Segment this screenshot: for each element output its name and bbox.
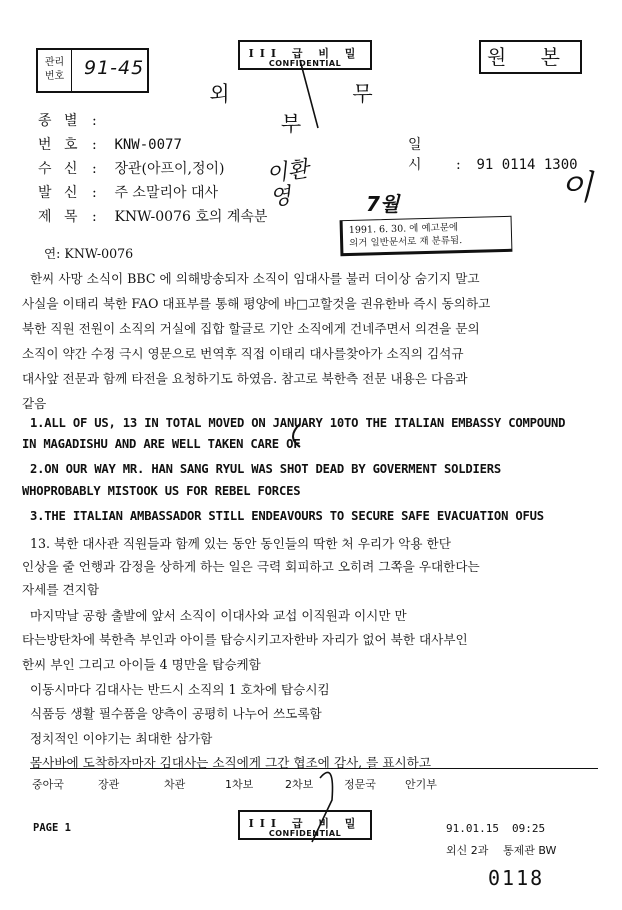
body2-line: 이동시마다 김대사는 반드시 소직의 1 호차에 탑승시킴 <box>30 682 330 697</box>
registry-label-line2: 번호 <box>44 71 65 82</box>
routing-office: 정문국 <box>344 778 376 791</box>
english-item-line: WHOPROBABLY MISTOOK US FOR REBEL FORCES <box>22 484 301 498</box>
transmit-time: 09:25 <box>512 822 546 835</box>
english-item-line: 2.ON OUR WAY MR. HAN SANG RYUL WAS SHOT DEAD BY GOVERMENT SOLDIERS <box>30 462 502 476</box>
english-item-line: 1.ALL OF US, 13 IN TOTAL MOVED ON JANUARY 10TO THE ITALIAN EMBASSY COMPOUND <box>30 416 566 430</box>
header-class-row: 종 별 : <box>38 110 110 130</box>
body2-line: 식품등 생활 필수품을 양측이 공평히 나누어 쓰도록함 <box>30 706 322 721</box>
reference-line: 연: KNW-0076 <box>44 246 134 261</box>
footer-classification-english: CONFIDENTIAL <box>268 829 342 838</box>
header-number-row: 번 호 : KNW-0077 <box>38 134 182 154</box>
english-item-line: IN MAGADISHU AND ARE WELL TAKEN CARE OF <box>22 437 301 451</box>
dispatch-dept: 외신 2과 <box>446 844 489 857</box>
from-value: 주 소말리아 대사 <box>114 185 219 201</box>
routing-office: 중아국 <box>32 778 64 791</box>
declass-line1: 1991. 6. 30. 에 예고문에 <box>348 222 459 237</box>
classification-english: CONFIDENTIAL <box>268 59 342 68</box>
routing-divider <box>30 768 598 769</box>
body2-line: 몸사바에 도착하자마자 김대사는 소직에게 그간 협조에 감사, 를 표시하고 <box>30 755 431 770</box>
body-line: 같음 <box>22 396 47 411</box>
subject-value: KNW-0076 호의 계속분 <box>114 209 268 225</box>
handwritten-margin-note: 7월 <box>366 192 400 216</box>
page-number: PAGE 1 <box>33 822 71 834</box>
registry-number: 91-45 <box>84 57 145 79</box>
body2-line: 마지막날 공항 출발에 앞서 소직이 이대사와 교섭 이직원과 이시만 만 <box>30 608 407 623</box>
english-item-line: 3.THE ITALIAN AMBASSADOR STILL ENDEAVOURS TO SECURE SAFE EVACUATION OFUS <box>30 509 544 523</box>
registry-label-line1: 관리 <box>44 57 65 68</box>
handwritten-signature: 이환영 <box>264 156 311 212</box>
handwritten-approval: 이 <box>560 168 593 208</box>
transmit-date: 91.01.15 <box>446 822 499 835</box>
body2-line: 한씨 부인 그리고 아이들 4 명만을 탑승케함 <box>22 657 261 672</box>
declass-line2: 의거 일반문서로 재 분류됨. <box>349 235 463 250</box>
footer-classification-level: III 급 비 밀 <box>248 817 362 830</box>
original-stamp: 원 본 <box>479 40 582 74</box>
date-value: 91 0114 1300 <box>476 157 578 173</box>
routing-office: 1차보 <box>225 778 254 791</box>
header-to-row: 수 신 : 장관(아프이,정이) <box>38 158 225 178</box>
body2-line: 인상을 줄 언행과 감정을 상하게 하는 일은 극력 회피하고 오히려 그쪽을 우대한다는 <box>22 559 480 574</box>
date-label: 일 시 <box>408 137 436 173</box>
subject-label: 제 목 <box>38 209 82 225</box>
body-line: 북한 직원 전원이 소직의 거실에 집합 할글로 기안 소직에게 건네주면서 의견을 문의 <box>22 321 480 336</box>
body-line: 대사앞 전문과 함께 타전을 요청하기도 하였음. 참고로 북한측 전문 내용은 다음과 <box>22 371 468 386</box>
from-label: 발 신 <box>38 185 82 201</box>
classification-stamp-bottom <box>238 810 372 840</box>
routing-office: 안기부 <box>405 778 437 791</box>
declassification-stamp <box>340 216 513 256</box>
body2-line: 13. 북한 대사관 직원들과 함께 있는 동안 동인들의 딱한 처 우리가 악용 한단 <box>30 536 451 551</box>
routing-office: 장관 <box>98 778 120 791</box>
header-subject-row: 제 목 : KNW-0076 호의 계속분 <box>38 206 267 226</box>
number-label: 번 호 <box>38 137 82 153</box>
control-officer: 통제관 BW <box>503 844 557 857</box>
header-pen-stroke <box>300 60 318 128</box>
body2-line: 자세를 견지함 <box>22 582 99 597</box>
body2-line: 정치적인 이야기는 최대한 삼가함 <box>30 731 213 746</box>
header-from-row: 발 신 : 주 소말리아 대사 <box>38 182 218 202</box>
to-value: 장관(아프이,정이) <box>114 161 225 177</box>
document-number: 0118 <box>488 866 545 890</box>
body-line: 사실을 이태리 북한 FAO 대표부를 통해 평양에 바□고할것을 권유한바 즉시 동의하고 <box>22 296 491 311</box>
ministry-title: 외 무 부 <box>209 82 431 136</box>
routing-office: 2차보 <box>285 778 314 791</box>
classification-level: III 급 비 밀 <box>248 47 362 60</box>
body-line: 한씨 사망 소식이 BBC 에 의해방송되자 소직이 임대사를 불러 더이상 숨기지 말고 <box>30 271 480 286</box>
number-value: KNW-0077 <box>114 137 182 153</box>
routing-office: 차관 <box>164 778 186 791</box>
class-label: 종 별 <box>38 113 82 129</box>
header-date-row: 일 시 : 91 0114 1300 <box>408 134 578 174</box>
to-label: 수 신 <box>38 161 82 177</box>
body2-line: 타는방탄차에 북한측 부인과 아이를 탑승시키고자한바 자리가 없어 북한 대사부인 <box>22 632 468 647</box>
body-line: 소직이 약간 수정 극시 영문으로 번역후 직접 이태리 대사를찾아가 소직의 김석규 <box>22 346 464 361</box>
